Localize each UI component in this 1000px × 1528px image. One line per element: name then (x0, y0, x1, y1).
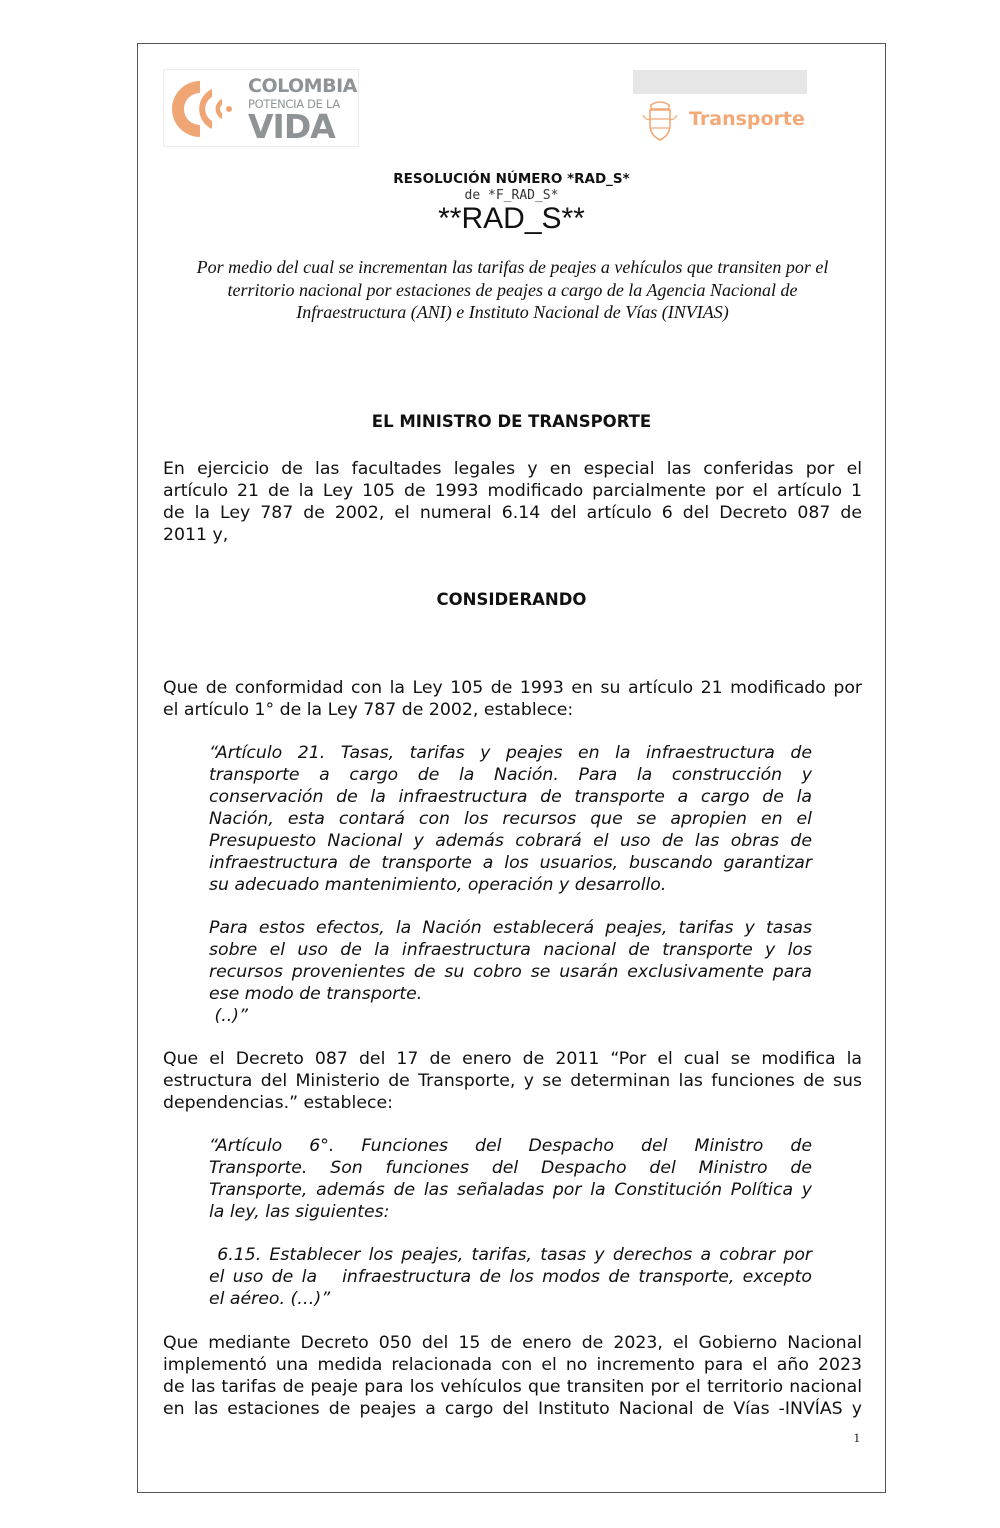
quote-line: “Artículo 6°. Funciones del Despacho del Ministro de (209, 1136, 812, 1156)
colombia-potencia-de-la-vida-logo (163, 69, 359, 147)
quote-line: sobre el uso de la infraestructura nacional de transporte y los (209, 940, 812, 960)
article-6-quote (209, 1135, 812, 1223)
law-105-paragraph (163, 677, 862, 721)
text-line: Que de conformidad con la Ley 105 de 1993 en su artículo 21 modificado por (163, 678, 862, 698)
quote-line: infraestructura de transporte a los usuarios, buscando garantizar (209, 853, 812, 873)
text-line: Que mediante Decreto 050 del 15 de enero de 2023, el Gobierno Nacional (163, 1333, 862, 1353)
resolution-subject (163, 256, 862, 324)
quote-line: la ley, las siguientes: (209, 1202, 390, 1222)
decree-087-paragraph (163, 1048, 862, 1114)
quote-line: el uso de la infraestructura de los modos de transporte, excepto (209, 1267, 812, 1287)
quote-line: ese modo de transporte. (209, 984, 423, 1004)
quote-line: 6.15. Establecer los peajes, tarifas, tasas y derechos a cobrar por (209, 1245, 812, 1265)
text-line: en las estaciones de peajes a cargo del Instituto Nacional de Vías -INVÍAS y (163, 1399, 862, 1419)
quote-line: transporte a cargo de la Nación. Para la construcción y (209, 765, 812, 785)
coat-of-arms-icon (641, 99, 679, 143)
logo-line-2: POTENCIA DE LA (248, 97, 340, 111)
quote-line: Para estos efectos, la Nación establecerá peajes, tarifas y tasas (209, 918, 812, 938)
header-gray-bar (633, 70, 807, 94)
considering-heading: CONSIDERANDO (436, 590, 587, 609)
quote-line: Presupuesto Nacional y además cobrará el uso de las obras de (209, 831, 812, 851)
resolution-number: RESOLUCIÓN NÚMERO *RAD_S* (393, 171, 630, 187)
subject-line: territorio nacional por estaciones de peajes a cargo de la Agencia Nacional de (227, 279, 798, 300)
faculties-paragraph (163, 458, 862, 546)
text-line: de las tarifas de peaje para los vehículos que transiten por el territorio nacional (163, 1377, 862, 1397)
text-line: dependencias.” establece: (163, 1093, 393, 1113)
quote-line: Nación, esta contará con los recursos que se apropien en el (209, 809, 812, 829)
quote-line: Transporte, además de las señaladas por la Constitución Política y (209, 1180, 812, 1200)
logo-line-3: VIDA (248, 107, 335, 146)
text-line: el artículo 1° de la Ley 787 de 2002, establece: (163, 700, 574, 720)
decree-050-paragraph (163, 1332, 862, 1420)
quote-line: (..)” (209, 1006, 248, 1026)
transporte-logo-label: Transporte (689, 108, 805, 130)
quote-line: conservación de la infraestructura de transporte a cargo de la (209, 787, 812, 807)
subject-line: Infraestructura (ANI) e Instituto Nacional de Vías (INVIAS) (296, 302, 729, 322)
article-21-quote-continued (209, 917, 812, 1027)
article-21-quote (209, 742, 812, 896)
text-line: En ejercicio de las facultades legales y en especial las conferidas por el (163, 459, 862, 479)
article-6-15-quote (209, 1244, 812, 1310)
text-line: de la Ley 787 de 2002, el numeral 6.14 del artículo 6 del Decreto 087 de (163, 503, 862, 523)
rad-code: **RAD_S** (438, 202, 585, 235)
authority-heading: EL MINISTRO DE TRANSPORTE (371, 412, 652, 431)
quote-line: “Artículo 21. Tasas, tarifas y peajes en la infraestructura de (209, 743, 812, 763)
text-line: estructura del Ministerio de Transporte, y se determinan las funciones de sus (163, 1071, 862, 1091)
quote-line: Transporte. Son funciones del Despacho del Ministro de (209, 1158, 812, 1178)
quote-line: su adecuado mantenimiento, operación y desarrollo. (209, 875, 667, 895)
subject-line: Por medio del cual se incrementan las tarifas de peajes a vehículos que transiten por el (196, 257, 829, 277)
text-line: Que el Decreto 087 del 17 de enero de 2011 “Por el cual se modifica la (163, 1049, 862, 1069)
text-line: 2011 y, (163, 525, 229, 545)
text-line: implementó una medida relacionada con el no incremento para el año 2023 (163, 1355, 862, 1375)
page-number: 1 (853, 1430, 860, 1445)
quote-line: recursos provenientes de su cobro se usarán exclusivamente para (209, 962, 812, 982)
quote-line: el aéreo. (…)” (209, 1289, 331, 1309)
resolution-date: de *F_RAD_S* (464, 188, 559, 203)
logo-arcs-icon (167, 77, 233, 141)
document-page (137, 43, 886, 1493)
logo-line-1: COLOMBIA (248, 75, 357, 97)
text-line: artículo 21 de la Ley 105 de 1993 modificado parcialmente por el artículo 1 (163, 481, 862, 501)
